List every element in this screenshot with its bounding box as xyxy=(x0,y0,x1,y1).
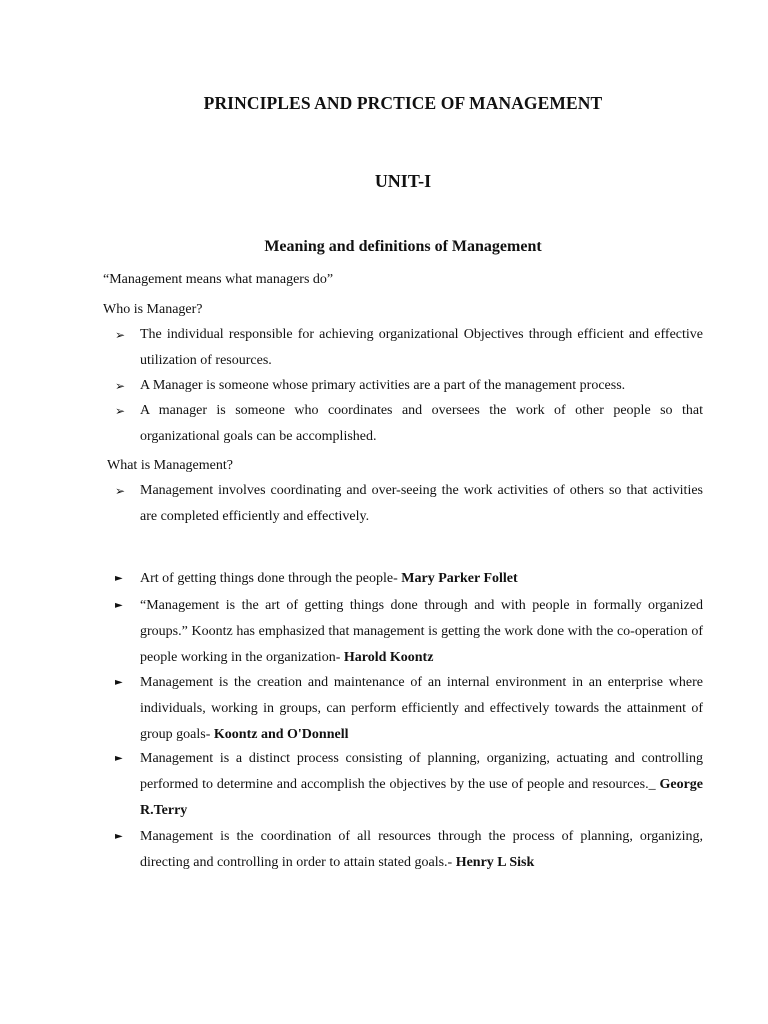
arrow-bullet-icon: ➢ xyxy=(115,404,126,418)
definition-author: Henry L Sisk xyxy=(455,855,535,870)
triangle-bullet-icon: ► xyxy=(115,753,123,764)
who-heading: Who is Manager? xyxy=(103,302,203,317)
page-title: PRINCIPLES AND PRCTICE OF MANAGEMENT xyxy=(203,93,603,113)
list-item-text: The individual responsible for achieving organizational Objectives through efficient and effective utilization of resources. xyxy=(140,327,703,368)
list-item-text: Management involves coordinating and over-seeing the work activities of others so that activities are completed efficiently and effectively. xyxy=(140,483,703,524)
definition-author: Koontz and O'Donnell xyxy=(213,727,349,742)
unit-heading: UNIT-I xyxy=(374,171,432,191)
list-item xyxy=(115,398,703,450)
definition-item xyxy=(115,824,703,876)
definition-item xyxy=(115,746,703,824)
list-item xyxy=(115,322,703,374)
definition-text: Management is a distinct process consisting of planning, organizing, actuating and controlling performed to determine and accomplish the objectives by the use of people and resources._ xyxy=(140,751,703,792)
triangle-bullet-icon: ► xyxy=(115,600,123,611)
definition-text: Management is the creation and maintenance of an internal environment in an enterprise where individuals, working in groups, can perform efficiently and effectively towards the attainment of group goals- xyxy=(140,675,703,742)
triangle-bullet-icon: ► xyxy=(115,831,123,842)
list-item xyxy=(115,373,703,399)
arrow-bullet-icon: ➢ xyxy=(115,379,126,393)
section-heading: Meaning and definitions of Management xyxy=(264,238,542,255)
triangle-bullet-icon: ► xyxy=(115,677,123,688)
list-item xyxy=(115,478,703,530)
arrow-bullet-icon: ➢ xyxy=(115,484,126,498)
triangle-bullet-icon: ► xyxy=(115,573,123,584)
what-heading: What is Management? xyxy=(107,458,233,473)
arrow-bullet-icon: ➢ xyxy=(115,328,126,342)
definition-author: Harold Koontz xyxy=(343,650,434,665)
list-item-text: A Manager is someone whose primary activities are a part of the management process. xyxy=(140,378,626,393)
definition-item xyxy=(115,670,703,748)
definition-item xyxy=(115,566,703,592)
definition-text: Art of getting things done through the people- xyxy=(140,571,402,586)
definition-item xyxy=(115,593,703,671)
list-item-text: A manager is someone who coordinates and oversees the work of other people so that organizational goals can be accomplished. xyxy=(140,403,703,444)
definition-author: Mary Parker Follet xyxy=(401,571,518,586)
intro-quote: “Management means what managers do” xyxy=(103,272,334,287)
definition-author: George R.Terry xyxy=(140,777,703,818)
definition-text: Management is the coordination of all resources through the process of planning, organizing, directing and controlling in order to attain stated goals.- xyxy=(140,829,703,870)
definition-text: “Management is the art of getting things done through and with people in formally organized groups.” Koontz has emphasized that management is getting the work done with the co-operation of people working in the organization- xyxy=(140,598,703,665)
